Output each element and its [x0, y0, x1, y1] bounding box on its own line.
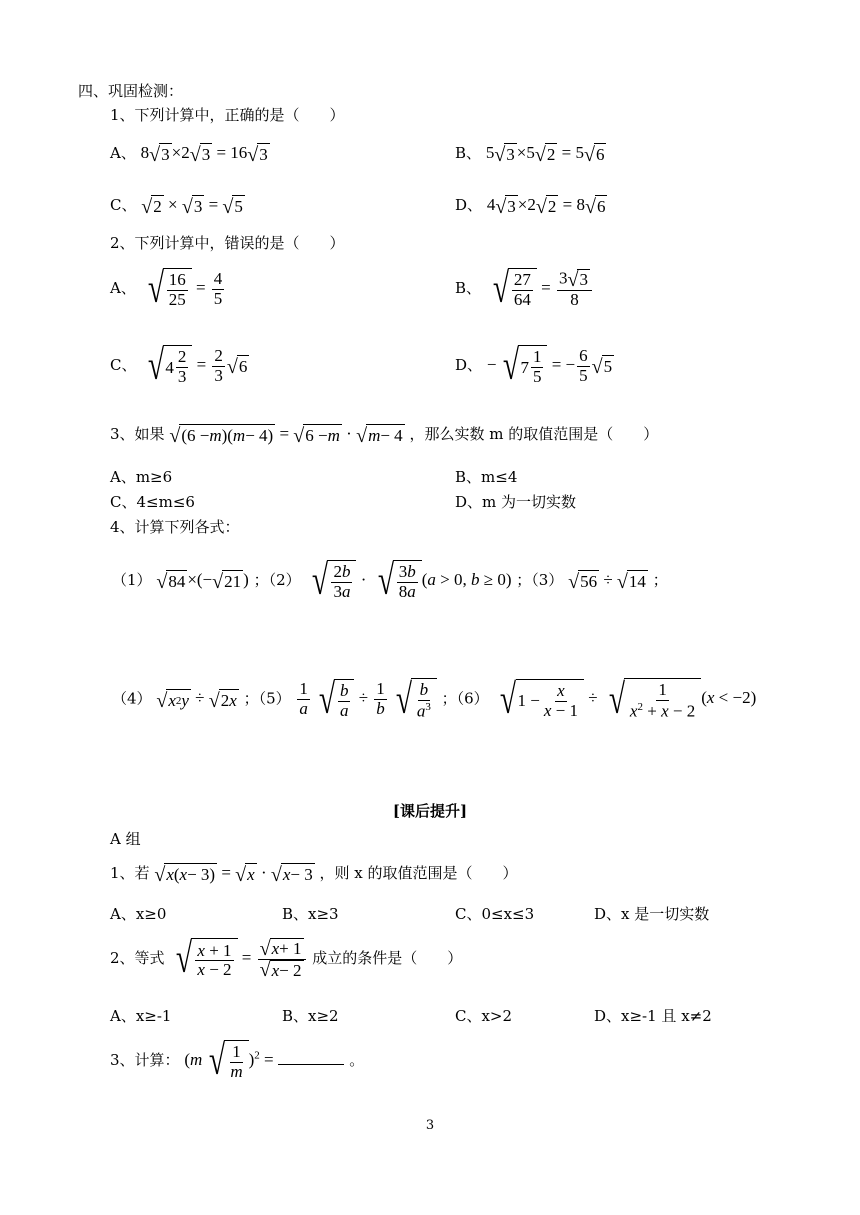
q3-option-b: B、m≤4	[455, 468, 518, 486]
formula: √ 56 ÷ √ 14	[568, 569, 646, 593]
after-q1-option-b: B、x≥3	[282, 905, 339, 923]
part-label: ；（3）	[516, 570, 564, 589]
option-label: B、	[455, 278, 482, 297]
part-end: ；	[652, 570, 668, 589]
section-title: [课后提升]	[392, 802, 468, 820]
q2-option-b	[455, 268, 594, 310]
part-label: ；（6）	[441, 689, 489, 708]
part-label: （1）	[112, 570, 152, 589]
formula: √ 1 − $\frac{x}{x - 1}$ ÷ √ $\frac{1}{x^2 + x - 2}$ (x < −2)	[500, 676, 757, 724]
q1-option-b	[455, 142, 606, 165]
part-label: （4）	[112, 689, 152, 708]
formula: √ 84 ×(− √ 21 )	[156, 569, 249, 593]
answer-blank[interactable]	[278, 1050, 344, 1065]
q4-row-1	[112, 560, 668, 602]
after-q1-option-a: A、x≥0	[110, 905, 167, 923]
question-3-stem	[110, 423, 658, 446]
after-q1-option-d: D、x 是一切实数	[594, 905, 710, 923]
formula: √ $\frac{27}{64}$ = 3 √ 3 8	[486, 278, 594, 297]
formula: √ 2 × √ 3 = √ 5	[141, 195, 243, 219]
part-label: ；（2）	[253, 570, 301, 589]
q3-option-a: A、m≥6	[110, 468, 173, 486]
after-q2-stem	[110, 936, 463, 983]
group-label: A 组	[110, 830, 141, 848]
q4-row-2	[112, 676, 757, 724]
after-q3-stem	[110, 1040, 364, 1082]
formula: (m √ $\frac{1}{m}$ )$^2$ =	[184, 1038, 274, 1084]
option-label: B、	[455, 144, 482, 162]
q1-option-c	[110, 194, 245, 217]
stem-suffix: ，则 x 的取值范围是（ ）	[319, 864, 518, 882]
after-q1-stem	[110, 862, 518, 885]
formula: √ $\frac{16}{25}$ = $\frac{4}{5}$	[147, 266, 223, 312]
after-q2-option-d: D、x≥-1 且 x≠2	[594, 1007, 712, 1025]
option-label: C、	[110, 196, 137, 214]
question-4-stem: 4、计算下列各式：	[110, 518, 240, 536]
stem-suffix: 。	[349, 1050, 365, 1069]
stem-prefix: 3、如果	[110, 425, 165, 443]
stem-suffix: 成立的条件是（ ）	[312, 949, 463, 968]
stem-prefix: 3、计算：	[110, 1050, 180, 1069]
q2-option-d	[455, 345, 614, 387]
formula: √ (6 − m )( m − 4) = √ 6 − m · √ m − 4	[169, 424, 403, 448]
option-label: A、	[110, 144, 136, 162]
option-label: D、	[455, 355, 483, 374]
formula: $\frac{1}{a}$ √ $\frac{b}{a}$ ÷ $\frac{1}{b}$ √ $\frac{b}{a^3}$	[295, 688, 436, 707]
after-q2-option-c: C、x>2	[455, 1007, 513, 1025]
option-label: C、	[110, 355, 137, 374]
after-q2-option-a: A、x≥-1	[110, 1007, 172, 1025]
question-2-stem: 2、下列计算中，错误的是（ ）	[110, 234, 345, 252]
stem-prefix: 2、等式	[110, 949, 165, 968]
formula: √ x ( x − 3) = √ x · √ x − 3	[154, 863, 313, 887]
q1-option-a	[110, 142, 270, 165]
formula: − √ 7 $\frac{1}{5}$ = − $\frac{6}{5}$ √ 5	[486, 343, 613, 389]
q3-option-d: D、m 为一切实数	[455, 493, 577, 511]
q1-option-d	[455, 194, 607, 217]
option-label: A、	[110, 278, 136, 297]
formula: √ 4 $\frac{2}{3}$ = $\frac{2}{3}$ √ 6	[148, 343, 248, 389]
formula: √ $\frac{2b}{3a}$ · √ $\frac{3b}{8a}$ (a > 0, b ≥ 0)	[312, 558, 512, 604]
formula: 8 √ 3 ×2 √ 3 = 16 √ 3	[140, 143, 268, 167]
formula: 4 √ 3 ×2 √ 2 = 8 √ 6	[486, 195, 606, 219]
stem-suffix: ，那么实数 m 的取值范围是（ ）	[409, 425, 659, 443]
option-label: D、	[455, 196, 483, 214]
after-q1-option-c: C、0≤x≤3	[455, 905, 535, 923]
after-q2-option-b: B、x≥2	[282, 1007, 339, 1025]
formula: 5 √ 3 ×5 √ 2 = 5 √ 6	[485, 143, 605, 167]
formula: √ $\frac{x + 1}{x - 2}$ = √ x + 1 √ x − 2	[169, 948, 307, 967]
q3-option-c: C、4≤m≤6	[110, 493, 195, 511]
page-number: 3	[425, 1118, 435, 1133]
stem-prefix: 1、若	[110, 864, 150, 882]
q2-option-a	[110, 268, 226, 310]
section-heading: 四、巩固检测：	[78, 82, 184, 100]
question-1-stem: 1、下列计算中，正确的是（ ）	[110, 106, 345, 124]
q2-option-c	[110, 345, 249, 387]
part-label: ；（5）	[243, 689, 291, 708]
formula: √ x 2 y ÷ √ 2 x	[156, 688, 237, 712]
